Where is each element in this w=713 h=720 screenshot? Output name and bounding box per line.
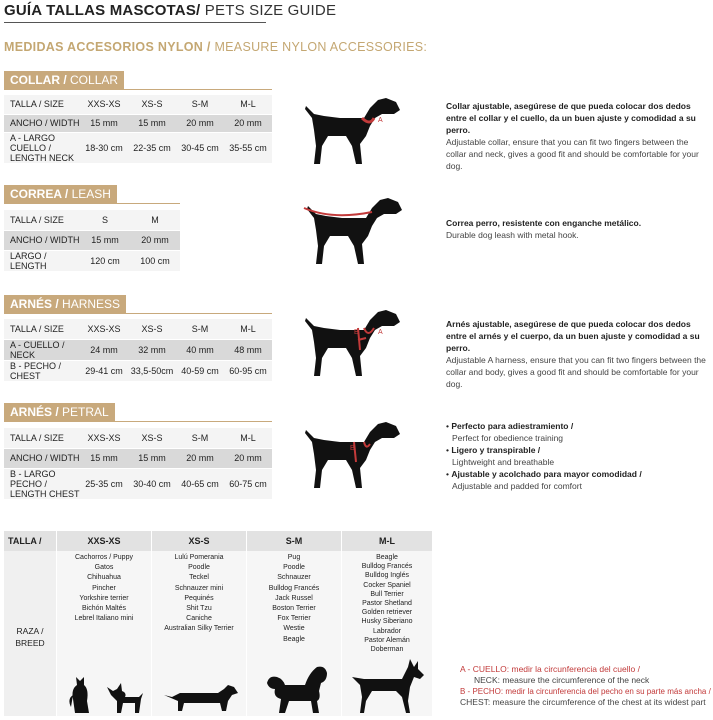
table-row (4, 360, 272, 381)
row-label-line: B - LARGO PECHO / (10, 468, 56, 489)
list-item: Bulldog Francés (361, 563, 413, 571)
table-cell: 20 mm (130, 230, 180, 250)
row-label-line: LENGTH CHEST (10, 488, 80, 499)
table-row (4, 468, 272, 499)
table-row (4, 448, 272, 468)
petral-tag-en: PETRAL (62, 405, 109, 419)
measure-heading-en: MEASURE NYLON ACCESSORIES: (214, 40, 428, 54)
header-cell: S (80, 210, 130, 230)
list-item: Pug (287, 554, 301, 561)
harness-tag-line (4, 313, 272, 314)
measure-heading-es: MEDIDAS ACCESORIOS NYLON / (4, 40, 211, 54)
dog-with-petral-harness-icon (300, 420, 415, 492)
svg-text:A: A (378, 117, 383, 124)
list-item: Pincher (92, 584, 116, 592)
measurement-legend (460, 664, 712, 708)
leash-tag-line (4, 203, 180, 204)
list-item: Husky Siberiano (361, 618, 413, 626)
list-item: Lulú Pomerania (174, 554, 224, 561)
row-label (4, 468, 80, 499)
row-label-line: LENGTH NECK (10, 152, 75, 163)
list-item: Labrador (372, 627, 402, 635)
list-item: Westie (283, 625, 305, 633)
header-cell: TALLA / SIZE (4, 319, 80, 339)
list-item: Schnauzer (277, 574, 311, 582)
legend-chest-es: B - PECHO: medir la circunferencia del pecho en su parte más ancha / (460, 687, 711, 696)
header-cell: M-L (224, 428, 272, 448)
collar-tag-es: COLLAR / (10, 73, 67, 87)
collar-description-es: Collar ajustable, asegúrese de que pueda colocar dos dedos entre el collar y el cuello, da un buen ajuste y comodidad a su perro. (446, 101, 696, 135)
row-label: ANCHO / WIDTH (4, 114, 80, 132)
legend-neck-en: NECK: measure the circumference of the neck (474, 675, 650, 685)
table-cell: 15 mm (80, 230, 130, 250)
petral-tag (4, 403, 115, 421)
feature-item: • Ajustable y acolchado para mayor comodidad / (446, 469, 642, 479)
dachshund-icon (162, 681, 240, 713)
header-cell: XXS-XS (80, 428, 128, 448)
list-item: Lebrel Italiano mini (74, 615, 134, 623)
header-cell: S-M (176, 428, 224, 448)
poodle-icon (263, 663, 329, 715)
table-cell: 22-35 cm (128, 132, 176, 163)
list-item: Schnauzer mini (174, 584, 224, 592)
list-item: Doberman (370, 646, 404, 654)
collar-tag (4, 71, 124, 89)
feature-en: Lightweight and breathable (452, 457, 555, 467)
list-item: Bull Terrier (370, 590, 404, 598)
row-label: ANCHO / WIDTH (4, 448, 80, 468)
feature-es: Ajustable y acolchado para mayor comodidad / (451, 469, 642, 479)
leash-description (446, 217, 706, 241)
table-cell: 15 mm (128, 114, 176, 132)
table-header-row (4, 95, 272, 114)
feature-es: Perfecto para adiestramiento / (451, 421, 574, 431)
breed-column-header: XXS-XS (57, 531, 151, 551)
header-cell: XXS-XS (80, 95, 128, 114)
list-item: Beagle (283, 635, 305, 643)
row-label-line: A - LARGO CUELLO / (10, 132, 56, 153)
table-cell: 20 mm (224, 114, 272, 132)
header-cell: S-M (176, 319, 224, 339)
collar-size-table (4, 95, 272, 164)
header-cell: XS-S (128, 428, 176, 448)
table-cell: 33,5-50cm (128, 360, 176, 381)
table-cell: 18-30 cm (80, 132, 128, 163)
table-cell: 29-41 cm (80, 360, 128, 381)
row-label: A - CUELLO / NECK (4, 339, 80, 360)
table-cell: 24 mm (80, 339, 128, 360)
table-cell: 20 mm (224, 448, 272, 468)
list-item: Bulldog Inglés (365, 572, 409, 580)
page-title-es: GUÍA TALLAS MASCOTAS/ (4, 2, 201, 19)
breed-column-xxs-xs (57, 551, 151, 716)
harness-description-en: Adjustable A harness, ensure that you can fit two fingers between the collar and body, gives a good fit and should be comfortable for your dog. (446, 355, 706, 389)
harness-tag-en: HARNESS (62, 297, 121, 311)
table-cell: 20 mm (176, 448, 224, 468)
doberman-icon (350, 657, 426, 715)
table-cell: 40 mm (176, 339, 224, 360)
measure-heading (4, 40, 427, 54)
table-cell: 40-59 cm (176, 360, 224, 381)
table-cell: 30-45 cm (176, 132, 224, 163)
header-cell: TALLA / SIZE (4, 428, 80, 448)
list-item: Golden retriever (361, 609, 413, 617)
table-row (4, 132, 272, 163)
collar-tag-en: COLLAR (70, 73, 119, 87)
breed-column-header: XS-S (152, 531, 246, 551)
header-cell: S-M (176, 95, 224, 114)
list-item: Caniche (186, 615, 212, 623)
breed-label-line: RAZA / (16, 626, 44, 636)
list-item: Boston Terrier (272, 605, 316, 613)
leash-tag (4, 185, 117, 203)
table-cell: 15 mm (128, 448, 176, 468)
table-cell: 15 mm (80, 448, 128, 468)
feature-en: Perfect for obedience training (452, 433, 564, 443)
header-cell: TALLA / SIZE (4, 210, 80, 230)
list-item: Poodle (283, 564, 305, 572)
header-cell: XS-S (128, 95, 176, 114)
breed-label (4, 625, 56, 649)
table-cell: 35-55 cm (224, 132, 272, 163)
list-item: Fox Terrier (277, 615, 311, 623)
list-item: Cachorros / Puppy (75, 554, 133, 561)
harness-tag-es: ARNÉS / (10, 297, 59, 311)
row-label: ANCHO / WIDTH (4, 230, 80, 250)
row-label: B - PECHO / CHEST (4, 360, 80, 381)
table-cell: 15 mm (80, 114, 128, 132)
breed-column-s-m (247, 551, 341, 716)
table-cell: 20 mm (176, 114, 224, 132)
table-cell: 60-75 cm (224, 468, 272, 499)
harness-tag (4, 295, 126, 313)
table-row (4, 250, 180, 271)
collar-tag-line (4, 89, 272, 90)
title-underline (4, 22, 266, 23)
row-label: LARGO / LENGTH (4, 250, 80, 271)
list-item: Cocker Spaniel (363, 581, 411, 589)
table-cell: 30-40 cm (128, 468, 176, 499)
list-item: Jack Russel (275, 594, 313, 602)
breed-column-m-l (342, 551, 432, 716)
leash-tag-en: LEASH (71, 187, 111, 201)
table-cell: 25-35 cm (80, 468, 128, 499)
table-cell: 60-95 cm (224, 360, 272, 381)
petral-features (446, 420, 708, 492)
dog-with-collar-icon (300, 96, 415, 168)
leash-tag-es: CORREA / (10, 187, 69, 201)
harness-description (446, 318, 708, 390)
dog-with-leash-icon (302, 196, 417, 268)
header-cell: M (130, 210, 180, 230)
list-item: Shit Tzu (186, 605, 212, 613)
list-item: Poodle (188, 564, 210, 572)
list-item: Pastor Shetland (362, 600, 412, 608)
table-row (4, 230, 180, 250)
feature-en: Adjustable and padded for comfort (452, 481, 582, 491)
page-title-en: PETS SIZE GUIDE (204, 2, 337, 19)
dog-with-harness-icon (300, 308, 415, 380)
feature-es: Ligero y transpirable / (451, 445, 541, 455)
table-cell: 40-65 cm (176, 468, 224, 499)
table-row (4, 339, 272, 360)
breed-list (342, 551, 432, 654)
breed-label-cell (4, 551, 56, 716)
collar-description (446, 100, 706, 172)
legend-neck-es: A - CUELLO: medir la circunferencia del cuello / (460, 664, 640, 674)
legend-chest-en: CHEST: measure the circumference of the chest at its widest part (460, 697, 706, 707)
feature-item: • Ligero y transpirable / (446, 445, 541, 455)
list-item: Pequinés (184, 594, 214, 602)
header-cell: XXS-XS (80, 319, 128, 339)
list-item: Yorkshire terrier (79, 594, 129, 602)
row-label (4, 132, 80, 163)
feature-item: • Perfecto para adiestramiento / (446, 421, 574, 431)
breed-column-header: S-M (247, 531, 341, 551)
table-header-row (4, 428, 272, 448)
cat-and-chihuahua-icon (67, 669, 147, 715)
list-item: Gatos (94, 564, 114, 572)
list-item: Bulldog Francés (268, 584, 320, 592)
leash-size-table (4, 210, 180, 272)
list-item: Bichón Maltés (82, 605, 126, 613)
page-title (4, 2, 336, 19)
svg-text:A: A (378, 329, 383, 336)
table-header-row (4, 319, 272, 339)
petral-tag-line (4, 421, 272, 422)
table-cell: 120 cm (80, 250, 130, 271)
table-cell: 100 cm (130, 250, 180, 271)
breed-size-header: TALLA / (4, 531, 56, 551)
list-item: Beagle (376, 554, 398, 561)
harness-size-table (4, 319, 272, 382)
header-cell: XS-S (128, 319, 176, 339)
list-item: Teckel (189, 574, 209, 582)
svg-text:B: B (350, 445, 355, 452)
list-item: Chihuahua (87, 574, 121, 582)
table-cell: 32 mm (128, 339, 176, 360)
petral-size-table (4, 428, 272, 500)
header-cell: M-L (224, 319, 272, 339)
leash-description-es: Correa perro, resistente con enganche metálico. (446, 218, 642, 228)
table-header-row (4, 210, 180, 230)
svg-text:B: B (354, 329, 359, 336)
petral-tag-es: ARNÉS / (10, 405, 59, 419)
harness-description-es: Arnés ajustable, asegúrese de que pueda colocar dos dedos entre el arnés y el cuerpo, da un buen ajuste y comodidad a su perro. (446, 319, 700, 353)
breed-label-line: BREED (15, 638, 45, 648)
list-item: Australian Silky Terrier (164, 625, 234, 633)
breed-list (57, 551, 151, 624)
breed-list (152, 551, 246, 635)
collar-description-en: Adjustable collar, ensure that you can fit two fingers between the collar and neck, gives a good fit and should be comfortable for your dog. (446, 137, 699, 171)
breed-list (247, 551, 341, 645)
list-item: Pastor Alemán (364, 636, 410, 644)
leash-description-en: Durable dog leash with metal hook. (446, 230, 579, 240)
table-row (4, 114, 272, 132)
breed-size-table (4, 531, 432, 716)
header-cell: M-L (224, 95, 272, 114)
breed-column-xs-s (152, 551, 246, 716)
breed-column-header: M-L (342, 531, 432, 551)
table-cell: 48 mm (224, 339, 272, 360)
header-cell: TALLA / SIZE (4, 95, 80, 114)
